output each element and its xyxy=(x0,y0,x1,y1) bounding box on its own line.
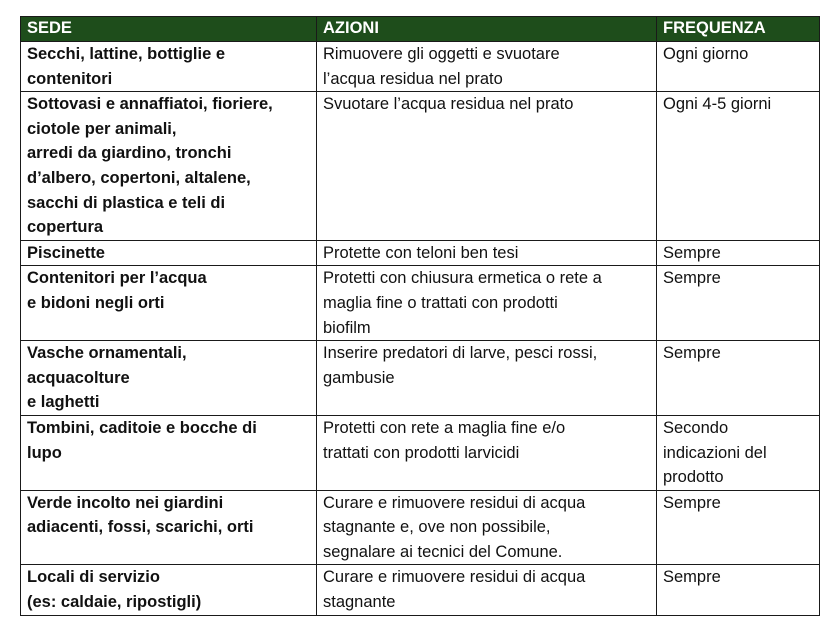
header-sede: SEDE xyxy=(21,17,317,42)
cell-azioni: Curare e rimuovere residui di acqua stagnante xyxy=(317,565,657,615)
table-header xyxy=(21,17,820,42)
table-body xyxy=(21,42,820,616)
header-azioni: AZIONI xyxy=(317,17,657,42)
cell-frequenza: Sempre xyxy=(657,240,820,266)
table-row xyxy=(21,42,820,92)
table-row xyxy=(21,490,820,565)
cell-azioni: Svuotare l’acqua residua nel prato xyxy=(317,92,657,241)
prevention-table xyxy=(20,16,820,616)
table-row xyxy=(21,92,820,241)
cell-sede: Vasche ornamentali, acquacolture e laghetti xyxy=(21,341,317,416)
table-row xyxy=(21,266,820,341)
header-row xyxy=(21,17,820,42)
table-row xyxy=(21,565,820,615)
cell-sede: Sottovasi e annaffiatoi, fioriere, ciotole per animali, arredi da giardino, tronchi d’albero, copertoni, altalene, sacchi di plastica e teli di copertura xyxy=(21,92,317,241)
cell-azioni: Protetti con rete a maglia fine e/o trattati con prodotti larvicidi xyxy=(317,415,657,490)
cell-azioni: Protetti con chiusura ermetica o rete a maglia fine o trattati con prodotti biofilm xyxy=(317,266,657,341)
table-row xyxy=(21,240,820,266)
cell-azioni: Protette con teloni ben tesi xyxy=(317,240,657,266)
cell-azioni: Curare e rimuovere residui di acqua stagnante e, ove non possibile, segnalare ai tecnici del Comune. xyxy=(317,490,657,565)
cell-azioni: Rimuovere gli oggetti e svuotare l’acqua residua nel prato xyxy=(317,42,657,92)
cell-frequenza: Sempre xyxy=(657,341,820,416)
cell-sede: Contenitori per l’acqua e bidoni negli orti xyxy=(21,266,317,341)
cell-sede: Secchi, lattine, bottiglie e contenitori xyxy=(21,42,317,92)
cell-frequenza: Sempre xyxy=(657,266,820,341)
cell-frequenza: Ogni 4-5 giorni xyxy=(657,92,820,241)
table-row xyxy=(21,341,820,416)
table-row xyxy=(21,415,820,490)
cell-frequenza: Secondo indicazioni del prodotto xyxy=(657,415,820,490)
cell-sede: Verde incolto nei giardini adiacenti, fossi, scarichi, orti xyxy=(21,490,317,565)
cell-frequenza: Sempre xyxy=(657,490,820,565)
header-frequenza: FREQUENZA xyxy=(657,17,820,42)
cell-sede: Tombini, caditoie e bocche di lupo xyxy=(21,415,317,490)
cell-sede: Locali di servizio (es: caldaie, ripostigli) xyxy=(21,565,317,615)
cell-frequenza: Ogni giorno xyxy=(657,42,820,92)
cell-sede: Piscinette xyxy=(21,240,317,266)
cell-azioni: Inserire predatori di larve, pesci rossi, gambusie xyxy=(317,341,657,416)
cell-frequenza: Sempre xyxy=(657,565,820,615)
